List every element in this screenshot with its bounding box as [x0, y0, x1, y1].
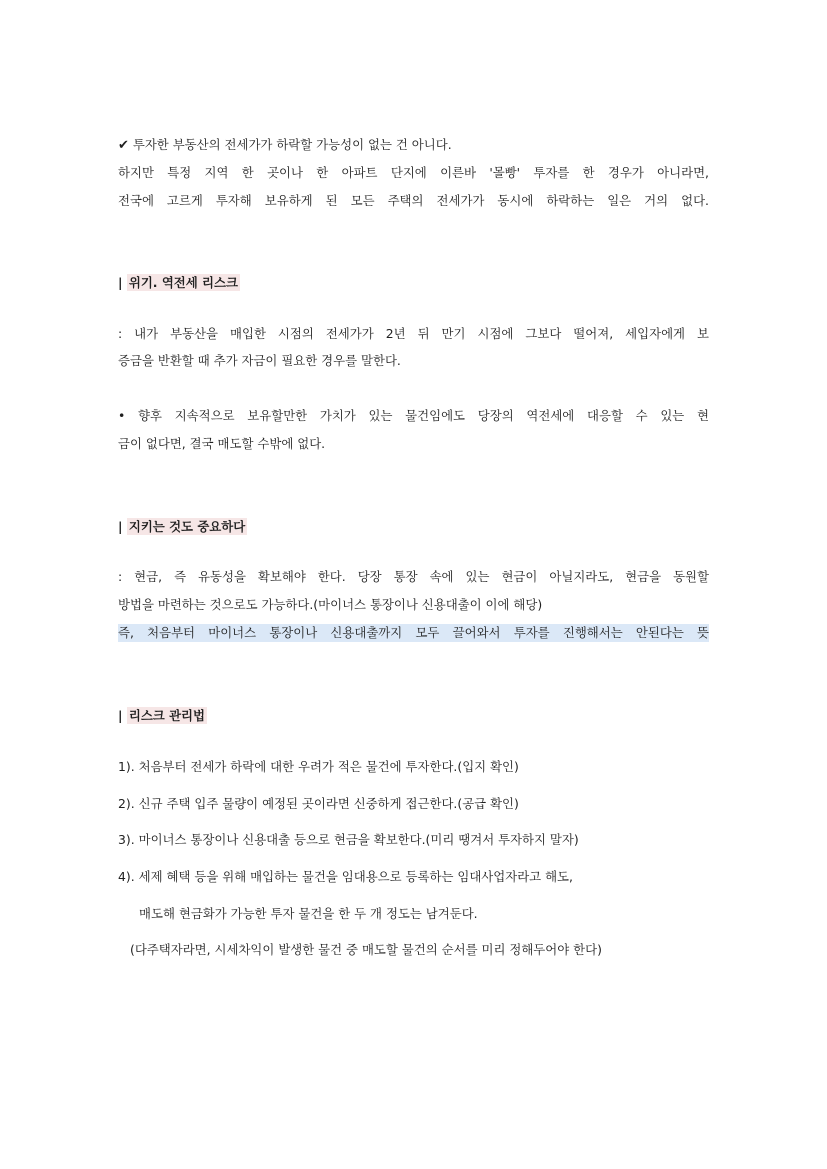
checkmark-icon: ✔ [118, 138, 129, 153]
intro-text-3: 전국에 고르게 투자해 보유하게 된 모든 주택의 전세가가 동시에 하락하는 일은 거의 없다. [118, 193, 709, 208]
section1-bullet-line-1: • 향후 지속적으로 보유할만한 가치가 있는 물건임에도 당장의 역전세에 대응할 수 있는 현 [118, 408, 709, 423]
intro-line-1 [118, 136, 452, 155]
heading-bar: | [118, 275, 123, 290]
heading-title: 리스크 관리법 [128, 708, 205, 723]
list-item-4-continuation: 매도해 현금화가 가능한 투자 물건을 한 두 개 정도는 남겨둔다. [139, 906, 478, 921]
bullet-icon: • [118, 408, 126, 423]
section-heading-risk [118, 274, 240, 292]
section-heading-management [118, 707, 207, 725]
section2-line-1: : 현금, 즉 유동성을 확보해야 한다. 당장 통장 속에 있는 현금이 아닐지라도, 현금을 동원할 [118, 569, 709, 584]
heading-title: 위기. 역전세 리스크 [128, 275, 238, 290]
intro-text-1: 투자한 부동산의 전세가가 하락할 가능성이 없는 건 아니다. [132, 137, 452, 152]
intro-text-2: 하지만 특정 지역 한 곳이나 한 아파트 단지에 이른바 '몰빵' 투자를 한 경우가 아니라면, [118, 165, 709, 180]
section1-bullet-line-2: 금이 없다면, 결국 매도할 수밖에 없다. [118, 436, 326, 451]
section1-paragraph-line-1: : 내가 부동산을 매입한 시점의 전세가가 2년 뒤 만기 시점에 그보다 떨어져, 세입자에게 보 [118, 326, 709, 341]
section-heading-protect [118, 518, 247, 536]
list-item-3: 3). 마이너스 통장이나 신용대출 등으로 현금을 확보한다.(미리 땡겨서 투자하지 말자) [118, 832, 579, 847]
heading-bar: | [118, 519, 123, 534]
list-item-4: 4). 세제 혜택 등을 위해 매입하는 물건을 임대용으로 등록하는 임대사업자라고 해도, [118, 869, 573, 884]
section2-line-2: 방법을 마련하는 것으로도 가능하다.(마이너스 통장이나 신용대출이 이에 해당) [118, 597, 543, 612]
section2-highlighted-line: 즉, 처음부터 마이너스 통장이나 신용대출까지 모두 끌어와서 투자를 진행해서는 안된다는 뜻 [118, 625, 709, 640]
list-item-1: 1). 처음부터 전세가 하락에 대한 우려가 적은 물건에 투자한다.(입지 확인) [118, 759, 519, 774]
heading-bar: | [118, 708, 123, 723]
heading-title: 지키는 것도 중요하다 [128, 519, 246, 534]
list-item-2: 2). 신규 주택 입주 물량이 예정된 곳이라면 신중하게 접근한다.(공급 확인) [118, 796, 519, 811]
section1-paragraph-line-2: 증금을 반환할 때 추가 자금이 필요한 경우를 말한다. [118, 353, 401, 368]
list-note: (다주택자라면, 시세차익이 발생한 물건 중 매도할 물건의 순서를 미리 정해두어야 한다) [130, 942, 602, 957]
